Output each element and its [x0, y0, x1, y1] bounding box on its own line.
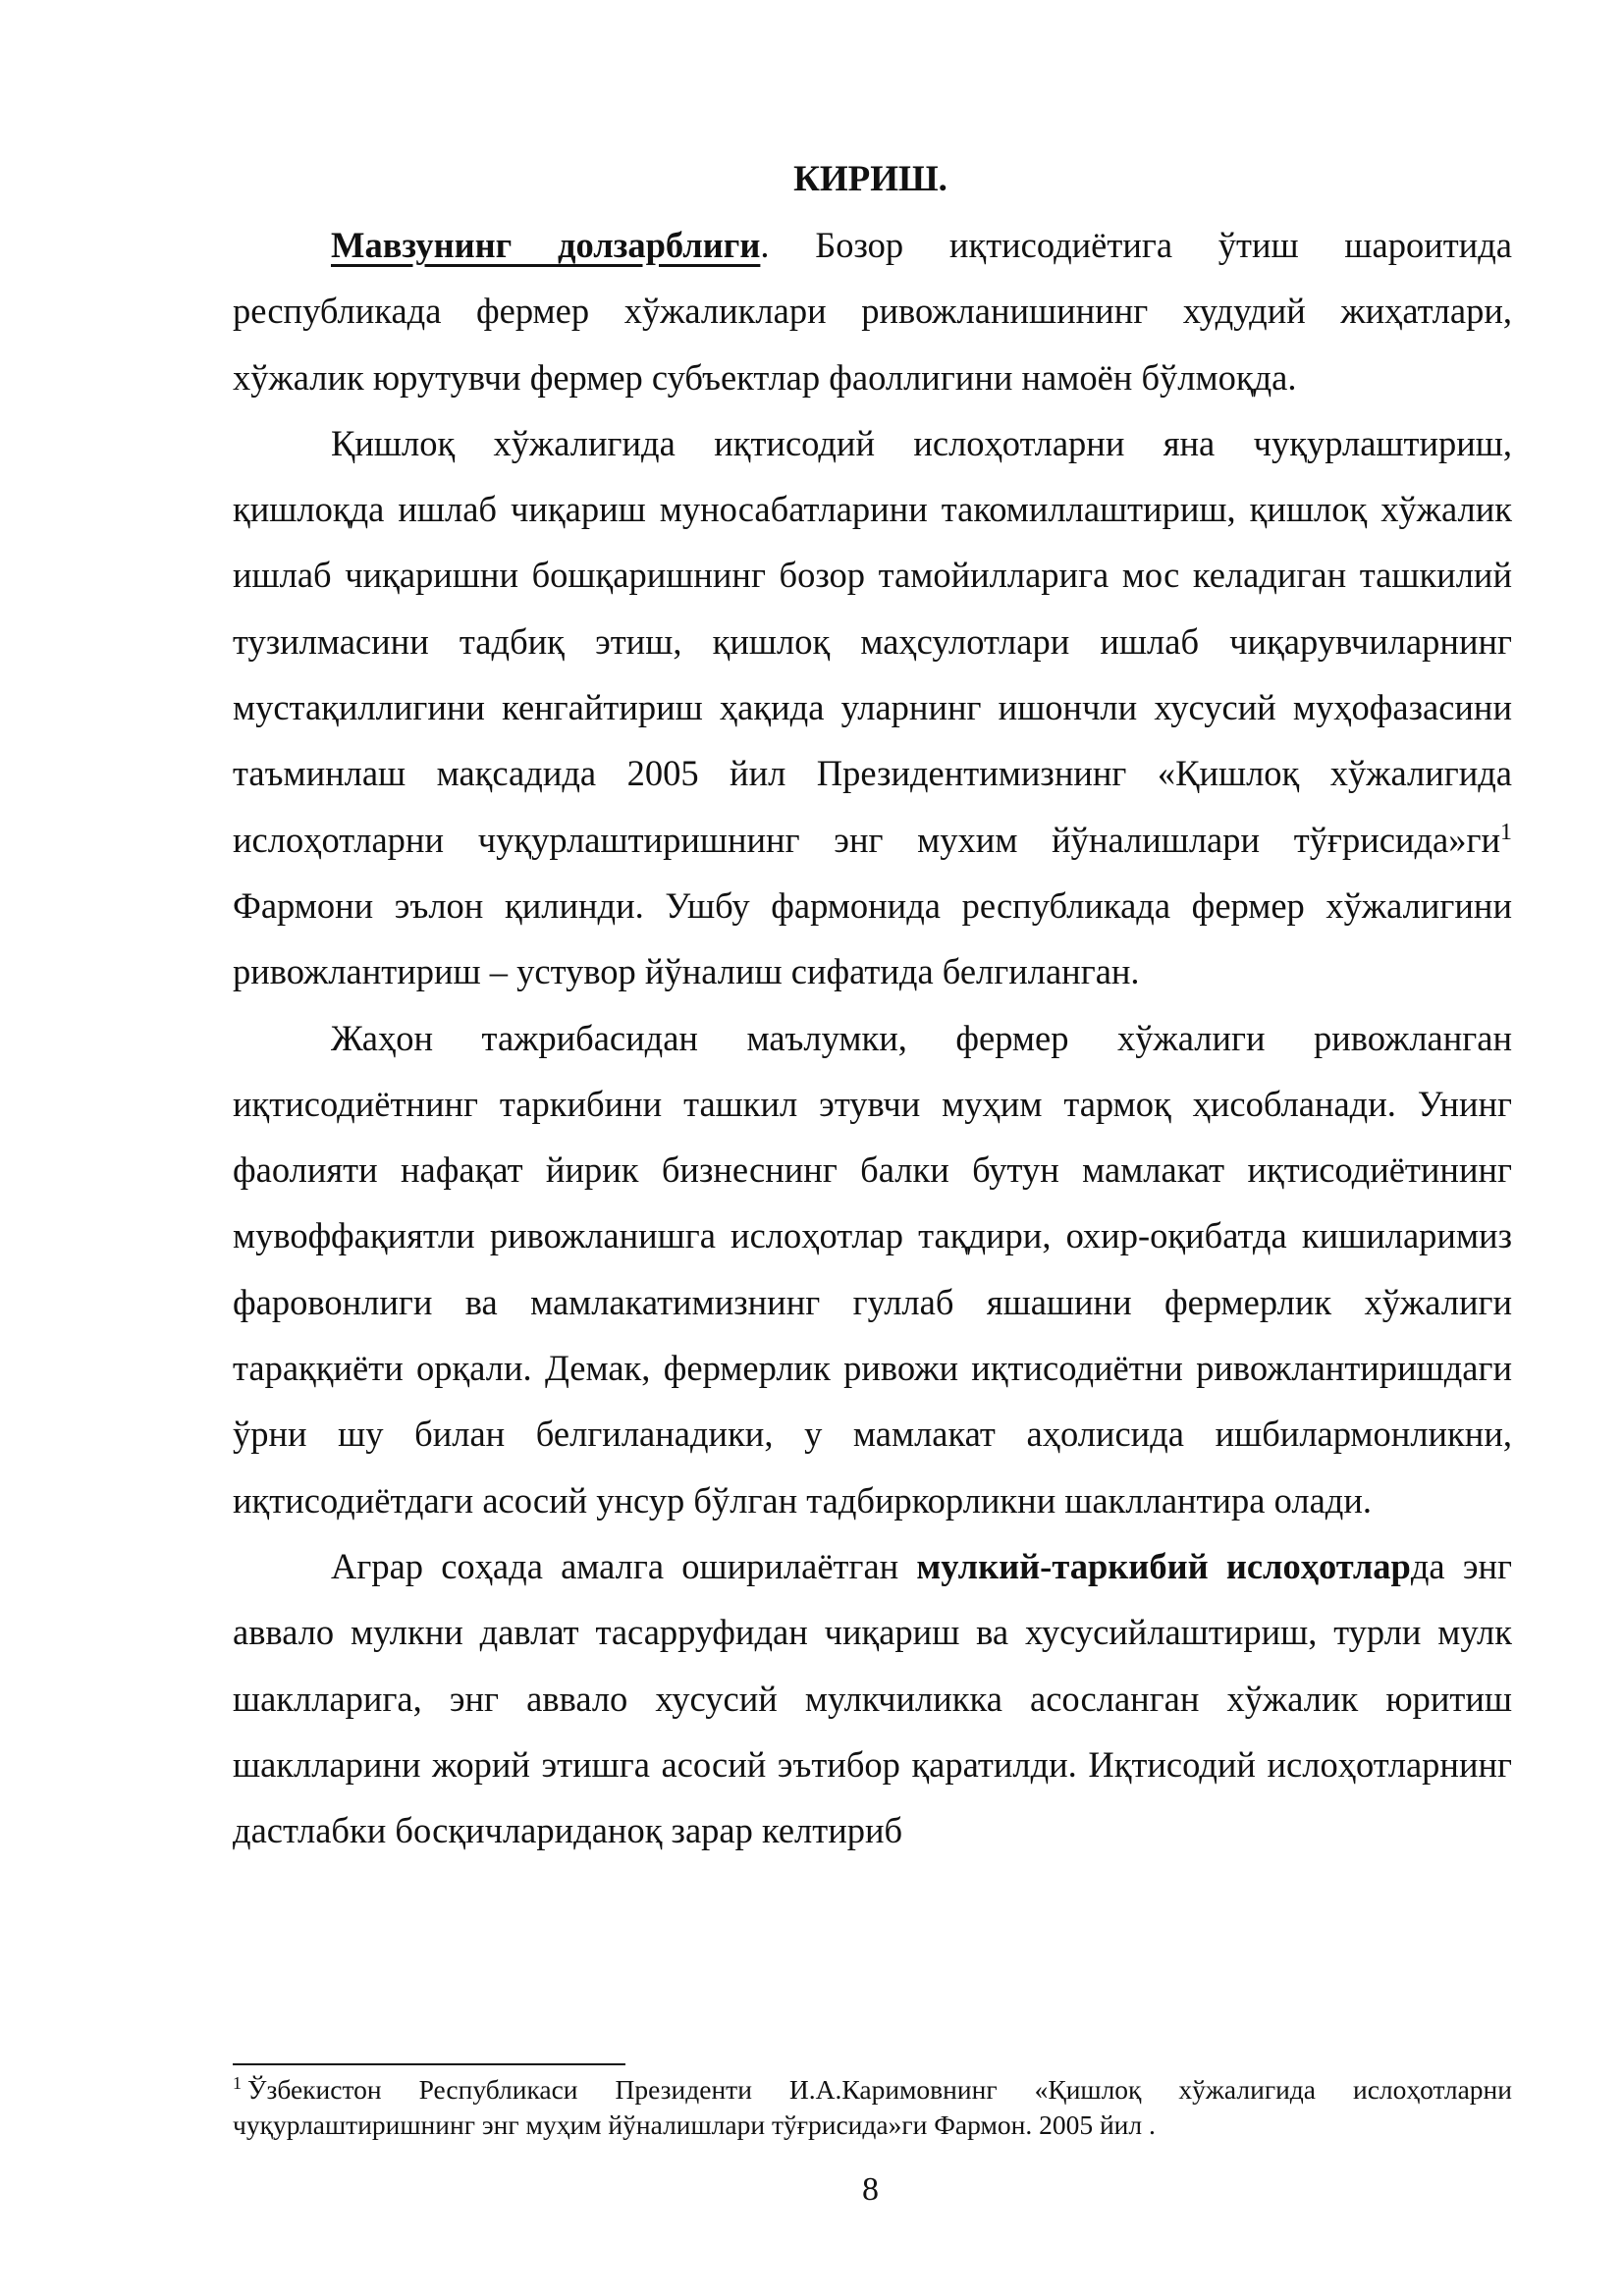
- paragraph-1: [233, 212, 1512, 410]
- paragraph-2: [233, 410, 1512, 1005]
- paragraph-1-text: . Бозор иқтисодиётига ўтиш шароитида республикада фермер хўжаликлари ривожланишининг худудий жиҳатлари, хўжалик юрутувчи фермер субъектлар фаоллигини намоён бўлмоқда.: [233, 225, 1512, 398]
- page-number: 8: [862, 2171, 879, 2208]
- paragraph-4-bold-term: мулкий-таркибий ислоҳотлар: [916, 1545, 1411, 1586]
- body-text: [233, 212, 1512, 1863]
- footnote-reference[interactable]: 1: [1500, 819, 1512, 845]
- paragraph-3: [233, 1005, 1512, 1533]
- paragraph-2-text-after-ref: Фармони эълон қилинди. Ушбу фармонида республикада фермер хўжалигини ривожлантириш – устувор йўналиш сифатида белгиланган.: [233, 884, 1512, 992]
- paragraph-3-text: Жаҳон тажрибасидан маълумки, фермер хўжалиги ривожланган иқтисодиётнинг таркибини ташкил этувчи муҳим тармоқ ҳисобланади. Унинг фаолияти нафақат йирик бизнеснинг балки бутун мамлакат иқтисодиётининг мувоффақиятли ривожланишга ислоҳотлар тақдири, охир-оқибатда кишиларимиз фаровонлиги ва мамлакатимизнинг гуллаб яшашини фермерлик хўжалиги тараққиёти орқали. Демак, фермерлик ривожи иқтисодиётни ривожлантиришдаги ўрни шу билан белгиланадики, у мамлакат аҳолисида ишбилармонликни, иқтисодиётдаги асосий унсур бўлган тадбиркорликни шакллантира олади.: [233, 1017, 1512, 1521]
- footnote-marker: 1: [233, 2072, 242, 2093]
- footnote-text: Ўзбекистон Республикаси Президенти И.А.Каримовнинг «Қишлоқ хўжалигида ислоҳотларни чуқурлаштиришнинг энг муҳим йўналишлари тўғрисида»ги Фармон. 2005 йил .: [233, 2074, 1512, 2140]
- paragraph-4-text-before-bold: Аграр соҳада амалга оширилаётган: [331, 1545, 917, 1586]
- paragraph-4-text-after-bold: да энг аввало мулкни давлат тасарруфидан чиқариш ва хусусийлаштириш, турли мулк шаклларига, энг аввало хусусий мулкчиликка асосланган хўжалик юритиш шаклларини жорий этишга асосий эътибор қаратилди. Иқтисодий ислоҳотларнинг дастлабки босқичлариданоқ зарар келтириб: [233, 1545, 1512, 1851]
- topic-relevance-heading: Мавзунинг долзарблиги: [331, 225, 761, 265]
- paragraph-2-text-before-ref: Қишлоқ хўжалигида иқтисодий ислоҳотларни яна чуқурлаштириш, қишлоқда ишлаб чиқариш муносабатларини такомиллаштириш, қишлоқ хўжалик ишлаб чиқаришни бошқаришнинг бозор тамойилларига мос келадиган ташкилий тузилмасини тадбиқ этиш, қишлоқ маҳсулотлари ишлаб чиқарувчиларнинг мустақиллигини кенгайтириш ҳақида уларнинг ишончли хусусий муҳофазасини таъминлаш мақсадида 2005 йил Президентимизнинг «Қишлоқ хўжалигида ислоҳотларни чуқурлаштиришнинг энг мухим йўналишлари тўғрисида»ги: [233, 422, 1512, 860]
- footnote-separator: [233, 2063, 625, 2065]
- paragraph-4: [233, 1533, 1512, 1863]
- section-title: КИРИШ.: [793, 159, 947, 199]
- footnote: [233, 2072, 1512, 2143]
